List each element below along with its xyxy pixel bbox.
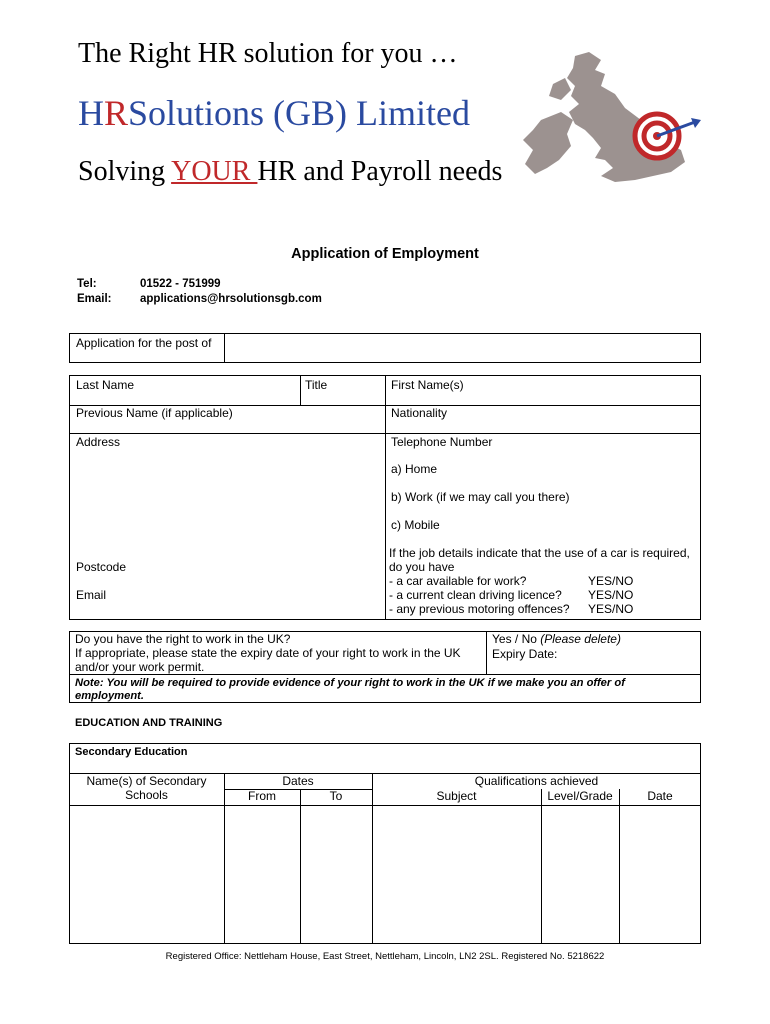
evidence-note: Note: You will be required to provide evidence of your right to work in the UK if we make you an offer of bbox=[75, 677, 625, 689]
date-input[interactable] bbox=[620, 806, 700, 943]
title-label: Title bbox=[305, 378, 328, 392]
uk-map-target-icon bbox=[505, 50, 705, 190]
to-input[interactable] bbox=[301, 806, 371, 943]
to-header: To bbox=[329, 789, 343, 803]
yes-no-text: Yes / No bbox=[492, 632, 541, 646]
last-name-label: Last Name bbox=[76, 378, 135, 392]
date-header: Date bbox=[647, 789, 673, 803]
post-label: Application for the post of bbox=[76, 336, 212, 350]
work-phone-label: b) Work (if we may call you there) bbox=[391, 490, 570, 504]
subject-input[interactable] bbox=[373, 806, 540, 943]
slogan-your: YOUR bbox=[171, 156, 258, 187]
expiry-date-label: Expiry Date: bbox=[492, 647, 558, 661]
car-question-2: do you have bbox=[389, 560, 455, 574]
subject-header: Subject bbox=[436, 789, 477, 803]
first-names-label: First Name(s) bbox=[391, 378, 464, 392]
email-label: Email: bbox=[77, 293, 112, 305]
page-title: Application of Employment bbox=[291, 246, 479, 262]
school-names-header: Name(s) of Secondary bbox=[86, 774, 207, 788]
expiry-instruction: If appropriate, please state the expiry date of your right to work in the UK bbox=[75, 646, 461, 660]
slogan-post: HR and Payroll needs bbox=[257, 156, 503, 187]
motoring-offences-label: - any previous motoring offences? bbox=[389, 602, 570, 616]
brand-letter-h: H bbox=[78, 93, 104, 133]
right-to-work-question: Do you have the right to work in the UK? bbox=[75, 632, 291, 646]
yesno-licence[interactable]: YES/NO bbox=[588, 588, 634, 602]
from-input[interactable] bbox=[225, 806, 299, 943]
level-grade-input[interactable] bbox=[542, 806, 618, 943]
address-label: Address bbox=[76, 435, 121, 449]
car-question: If the job details indicate that the use of a car is required, bbox=[389, 546, 690, 560]
slogan bbox=[78, 156, 502, 188]
nationality-label: Nationality bbox=[391, 406, 448, 420]
post-input[interactable] bbox=[226, 335, 698, 361]
postcode-label: Postcode bbox=[76, 560, 127, 574]
footer: Registered Office: Nettleham House, East Street, Nettleham, Lincoln, LN2 2SL. Registered No. 5218622 bbox=[165, 951, 605, 962]
tagline: The Right HR solution for you … bbox=[78, 38, 458, 69]
telephone-label: Telephone Number bbox=[391, 435, 493, 449]
home-phone-label: a) Home bbox=[391, 462, 438, 476]
expiry-instruction-2: and/or your work permit. bbox=[75, 660, 205, 674]
driving-licence-label: - a current clean driving licence? bbox=[389, 588, 562, 602]
brand-letter-r: R bbox=[104, 93, 129, 133]
yesno-car[interactable]: YES/NO bbox=[588, 574, 634, 588]
tel-label: Tel: bbox=[77, 278, 97, 290]
please-delete-text: (Please delete) bbox=[540, 632, 621, 646]
mobile-phone-label: c) Mobile bbox=[391, 518, 440, 532]
tel-value: 01522 - 751999 bbox=[140, 278, 221, 290]
previous-name-label: Previous Name (if applicable) bbox=[76, 406, 233, 420]
company-name bbox=[78, 92, 470, 134]
brand-name-rest: Solutions (GB) Limited bbox=[128, 93, 471, 133]
yes-no-delete[interactable] bbox=[492, 632, 621, 646]
slogan-pre: Solving bbox=[78, 156, 172, 187]
yesno-offences[interactable]: YES/NO bbox=[588, 602, 634, 616]
school-names-header-2: Schools bbox=[125, 788, 168, 802]
secondary-education-label: Secondary Education bbox=[75, 746, 188, 758]
evidence-note-2: employment. bbox=[75, 690, 145, 702]
dates-header: Dates bbox=[282, 774, 314, 788]
level-grade-header: Level/Grade bbox=[547, 789, 613, 803]
car-available-label: - a car available for work? bbox=[389, 574, 527, 588]
qualifications-header: Qualifications achieved bbox=[474, 774, 599, 788]
email-value[interactable]: applications@hrsolutionsgb.com bbox=[140, 293, 322, 305]
school-names-input[interactable] bbox=[70, 806, 223, 943]
from-header: From bbox=[248, 789, 276, 803]
education-heading: EDUCATION AND TRAINING bbox=[75, 717, 223, 729]
email-field-label: Email bbox=[76, 588, 107, 602]
